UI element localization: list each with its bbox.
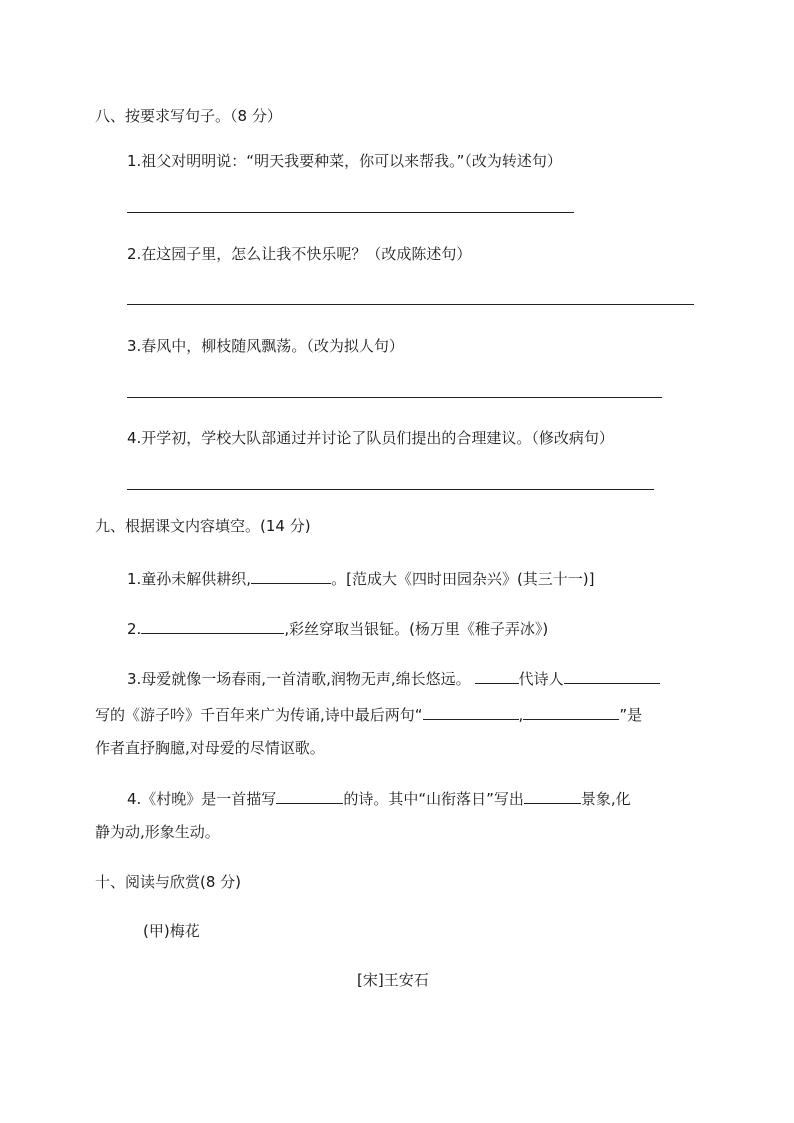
s9-q3-blank-line-b[interactable]: [523, 702, 619, 720]
s9-q3-text-e: ”是: [619, 706, 643, 724]
s8-question-3: 3.春风中，柳枝随风飘荡。（改为拟人句）: [127, 337, 404, 355]
s9-q2-text-a: 2.: [127, 620, 142, 638]
s9-q3-blank-line-a[interactable]: [423, 702, 519, 720]
s8-question-2: 2.在这园子里，怎么让我不快乐呢？（改成陈述句）: [127, 245, 472, 263]
s9-q3-blank-poet[interactable]: [564, 666, 660, 684]
s8-answer-line-3[interactable]: [127, 397, 662, 398]
s9-q1-blank[interactable]: [251, 566, 331, 584]
s9-q4-text-a: 4.《村晚》是一首描写: [127, 790, 277, 808]
s8-answer-line-2[interactable]: [127, 304, 694, 305]
s9-question-4-line-2: 静为动,形象生动。: [95, 823, 220, 841]
section-8-heading: 八、按要求写句子。（8 分）: [95, 107, 282, 125]
s9-q4-text-c: 景象,化: [580, 790, 631, 808]
s9-question-1: [127, 566, 595, 589]
s9-q3-text-b: 代诗人: [518, 670, 564, 688]
s9-q1-text-b: 。[范成大《四时田园杂兴》(其三十一)]: [331, 570, 595, 588]
s9-q3-text-c: 写的《游子吟》千百年来广为传诵,诗中最后两句“: [95, 706, 423, 724]
s9-q2-blank[interactable]: [141, 616, 284, 634]
poem-author: [宋]王安石: [357, 971, 429, 989]
section-9-heading: 九、根据课文内容填空。(14 分): [95, 517, 311, 535]
s9-q3-blank-era[interactable]: [475, 666, 519, 684]
s9-q3-text-d: ,: [518, 706, 524, 724]
s8-answer-line-1[interactable]: [127, 212, 574, 213]
s9-q4-blank-scene[interactable]: [524, 786, 581, 804]
s8-question-4: 4.开学初，学校大队部通过并讨论了队员们提出的合理建议。（修改病句）: [127, 429, 614, 447]
s9-q2-text-b: ,彩丝穿取当银钲。(杨万里《稚子弄冰》): [284, 620, 549, 638]
s9-q1-text-a: 1.童孙未解供耕织,: [127, 570, 252, 588]
s8-question-1: 1.祖父对明明说：“明天我要种菜，你可以来帮我。”（改为转述句）: [127, 152, 562, 170]
s9-q4-blank-theme[interactable]: [276, 786, 343, 804]
s8-answer-line-4[interactable]: [127, 489, 654, 490]
poem-title: (甲)梅花: [143, 922, 200, 940]
s9-q4-text-b: 的诗。其中“山衔落日”写出: [343, 790, 524, 808]
s9-question-3-line-1: [127, 666, 660, 689]
s9-q3-text-a: 3.母爱就像一场春雨,一首清歌,润物无声,绵长悠远。: [127, 670, 471, 688]
s9-question-4-line-1: [127, 786, 631, 809]
s9-question-2: [127, 616, 548, 639]
section-10-heading: 十、阅读与欣赏(8 分): [95, 873, 242, 891]
s9-question-3-line-3: 作者直抒胸臆,对母爱的尽情讴歌。: [95, 739, 325, 757]
s9-question-3-line-2: [95, 702, 642, 725]
